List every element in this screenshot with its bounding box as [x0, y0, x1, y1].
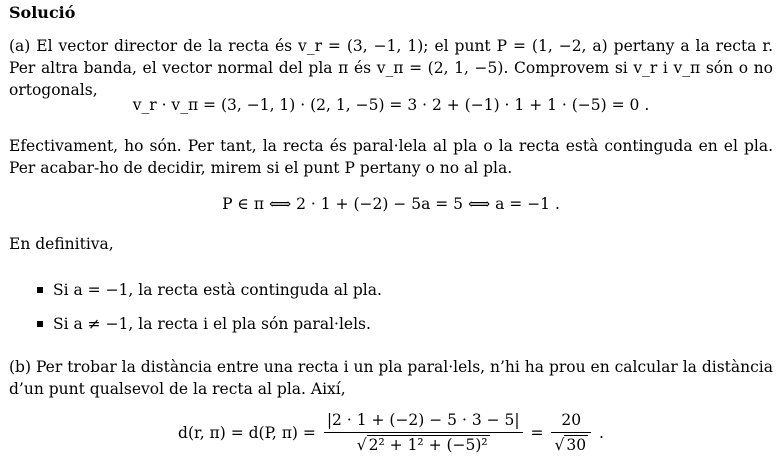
equals-sign: = — [530, 423, 544, 442]
bullet-square-icon — [37, 287, 43, 293]
fraction-1-radicand: 2² + 1² + (−5)² — [368, 436, 488, 454]
fraction-1-numerator: |2 · 1 + (−2) − 5 · 3 − 5| — [324, 410, 523, 433]
distance-fraction-1 — [324, 410, 523, 455]
equation-dot-product: v_r · v_π = (3, −1, 1) · (2, 1, −5) = 3 · 2 + (−1) · 1 + 1 · (−5) = 0 . — [132, 96, 650, 114]
bullet-text-1: Si a = −1, la recta està continguda al pla. — [53, 281, 382, 299]
part-a-paragraph-2: Efectivament, ho són. Per tant, la recta és paral·lela al pla o la recta està continguda en el pla. Per acabar-ho de decidir, mirem si el punt P pertany o no al pla. — [9, 137, 773, 177]
fraction-2-radicand: 30 — [566, 436, 587, 454]
sqrt-icon: √ — [554, 436, 565, 454]
bullet-item-2 — [37, 313, 371, 335]
part-a-paragraph-1: (a) El vector director de la recta és v_r = (3, −1, 1); el punt P = (1, −2, a) pertany a la recta r. Per altra banda, el vector normal del pla π és v_π = (2, 1, −5). Comprovem si v_r i v_π són o no ortogonals, — [9, 37, 773, 99]
solution-title: Solució — [9, 3, 76, 22]
bullet-item-1 — [37, 279, 382, 301]
equation-point-in-plane: P ∈ π ⟺ 2 · 1 + (−2) − 5a = 5 ⟺ a = −1 . — [222, 195, 560, 213]
equation-distance — [9, 410, 773, 458]
fraction-1-denominator — [324, 433, 523, 455]
bullet-text-2: Si a ≠ −1, la recta i el pla són paral·lels. — [53, 315, 371, 333]
equation-period: . — [599, 423, 604, 442]
distance-fraction-2 — [551, 410, 591, 455]
bullet-square-icon — [37, 321, 43, 327]
sqrt-icon: √ — [356, 436, 367, 454]
distance-lhs: d(r, π) = d(P, π) = — [178, 423, 316, 442]
part-a-paragraph-3: En definitiva, — [9, 235, 114, 253]
fraction-2-numerator: 20 — [551, 410, 591, 433]
part-b-paragraph: (b) Per trobar la distància entre una recta i un pla paral·lels, n’hi ha prou en calcular la distància d’un punt qualsevol de la recta al pla. Així, — [9, 358, 773, 398]
fraction-2-denominator — [551, 433, 591, 455]
